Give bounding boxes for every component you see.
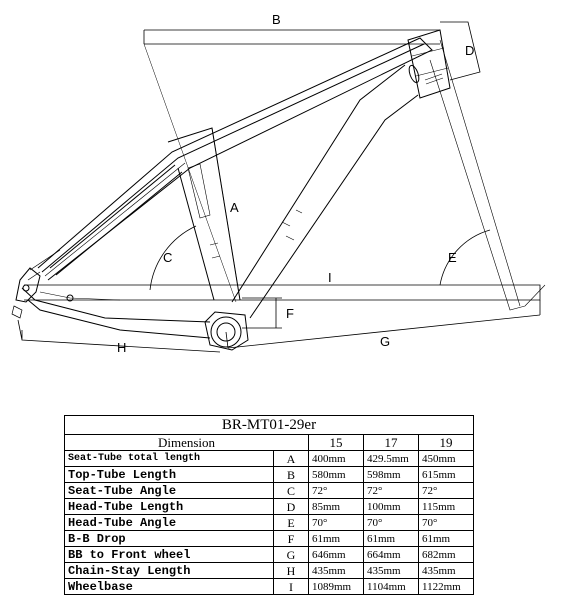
row-value: 429.5mm <box>364 451 419 467</box>
row-value: 400mm <box>309 451 364 467</box>
table-row <box>65 451 474 467</box>
row-name: Seat-Tube Angle <box>65 483 274 499</box>
row-name: B-B Drop <box>65 531 274 547</box>
row-value: 85mm <box>309 499 364 515</box>
geometry-table-header <box>65 435 474 451</box>
bottom-bracket <box>205 312 248 350</box>
row-value: 61mm <box>364 531 419 547</box>
table-row <box>65 531 474 547</box>
row-value: 72° <box>419 483 474 499</box>
row-value: 1104mm <box>364 579 419 595</box>
row-code: F <box>274 531 309 547</box>
dimension-c <box>150 226 196 290</box>
dim-label-f: F <box>286 306 294 321</box>
row-code: H <box>274 563 309 579</box>
row-name: Top-Tube Length <box>65 467 274 483</box>
table-row <box>65 499 474 515</box>
row-value: 115mm <box>419 499 474 515</box>
dim-label-i: I <box>328 270 332 285</box>
row-value: 580mm <box>309 467 364 483</box>
dimension-b <box>144 12 440 302</box>
row-code: C <box>274 483 309 499</box>
row-code: B <box>274 467 309 483</box>
row-code: A <box>274 451 309 467</box>
row-value: 72° <box>364 483 419 499</box>
row-value: 100mm <box>364 499 419 515</box>
row-value: 61mm <box>419 531 474 547</box>
dimension-i <box>24 270 540 300</box>
size-header: 15 <box>309 435 364 451</box>
row-name: BB to Front wheel <box>65 547 274 563</box>
dimension-d <box>440 22 480 80</box>
table-row <box>65 563 474 579</box>
row-code: E <box>274 515 309 531</box>
down-tube <box>232 65 418 318</box>
head-tube <box>407 30 450 98</box>
row-value: 61mm <box>309 531 364 547</box>
row-value: 1122mm <box>419 579 474 595</box>
row-code: G <box>274 547 309 563</box>
dim-label-h: H <box>117 340 127 355</box>
row-code: I <box>274 579 309 595</box>
dimension-h <box>18 320 220 355</box>
row-value: 615mm <box>419 467 474 483</box>
row-name: Head-Tube Length <box>65 499 274 515</box>
row-value: 435mm <box>364 563 419 579</box>
table-row <box>65 483 474 499</box>
row-value: 70° <box>309 515 364 531</box>
row-value: 664mm <box>364 547 419 563</box>
row-value: 646mm <box>309 547 364 563</box>
dimension-f <box>242 298 294 328</box>
top-tube <box>38 38 432 280</box>
dimension-e <box>430 40 545 310</box>
dim-label-d: D <box>465 43 475 58</box>
chain-stays <box>22 288 210 338</box>
row-value: 435mm <box>419 563 474 579</box>
dim-label-c: C <box>163 250 173 265</box>
dim-label-g: G <box>380 334 391 349</box>
dimension-header: Dimension <box>65 435 309 451</box>
size-header: 19 <box>419 435 474 451</box>
table-row <box>65 547 474 563</box>
row-value: 598mm <box>364 467 419 483</box>
row-value: 1089mm <box>309 579 364 595</box>
row-name: Wheelbase <box>65 579 274 595</box>
row-value: 435mm <box>309 563 364 579</box>
row-value: 70° <box>419 515 474 531</box>
row-name: Chain-Stay Length <box>65 563 274 579</box>
row-name: Head-Tube Angle <box>65 515 274 531</box>
table-row <box>65 467 474 483</box>
dimension-g <box>226 300 540 349</box>
table-row <box>65 515 474 531</box>
row-code: D <box>274 499 309 515</box>
dim-label-a: A <box>230 200 239 215</box>
row-value: 72° <box>309 483 364 499</box>
seat-stays <box>28 165 182 280</box>
geometry-table-title: BR-MT01-29er <box>65 416 474 435</box>
dim-label-e: E <box>448 250 457 265</box>
geometry-table <box>64 415 474 595</box>
dim-label-b: B <box>272 12 281 27</box>
row-value: 450mm <box>419 451 474 467</box>
table-row <box>65 579 474 595</box>
row-name: Seat-Tube total length <box>65 451 274 467</box>
row-value: 682mm <box>419 547 474 563</box>
row-value: 70° <box>364 515 419 531</box>
size-header: 17 <box>364 435 419 451</box>
